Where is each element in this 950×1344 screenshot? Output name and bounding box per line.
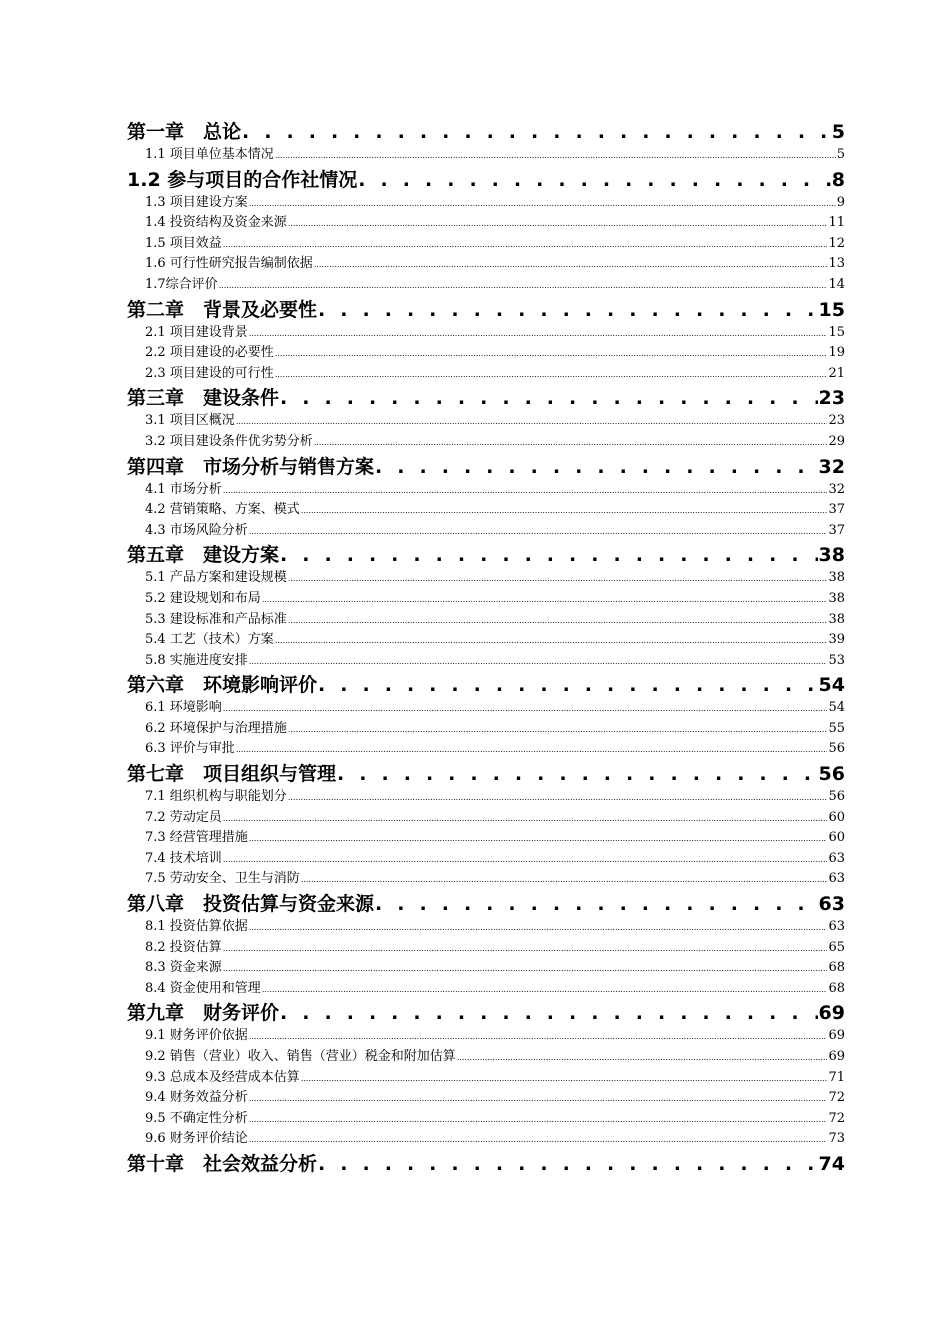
toc-page-number: 32 — [828, 481, 845, 497]
toc-dot-leader — [262, 980, 828, 1001]
toc-entry-title: 1.1 项目单位基本情况 — [145, 147, 274, 162]
toc-section-entry[interactable] — [127, 432, 845, 453]
toc-page-number: 5 — [831, 121, 845, 143]
toc-page-number: 69 — [828, 1028, 845, 1044]
toc-chapter-entry[interactable] — [127, 1000, 845, 1026]
toc-chapter-entry[interactable] — [127, 385, 845, 411]
toc-entry-title: 第七章 项目组织与管理 — [127, 763, 337, 786]
toc-entry-title: 6.1 环境影响 — [145, 700, 222, 716]
toc-page-number: 56 — [828, 741, 845, 757]
toc-chapter-entry[interactable] — [127, 542, 845, 568]
toc-section-entry[interactable] — [127, 500, 845, 521]
toc-dot-leader — [280, 1000, 818, 1026]
toc-dot-leader — [314, 255, 828, 276]
toc-dot-leader — [288, 788, 828, 809]
toc-page-number: 32 — [818, 455, 845, 478]
toc-page-number: 38 — [828, 611, 845, 627]
toc-entry-title: 第十章 社会效益分析 — [127, 1152, 318, 1175]
toc-entry-title: 9.1 财务评价依据 — [145, 1028, 248, 1044]
toc-page-number: 14 — [828, 276, 845, 292]
toc-page-number: 19 — [828, 345, 845, 361]
toc-entry-title: 第二章 背景及必要性 — [127, 298, 318, 321]
toc-entry-title: 1.5 项目效益 — [145, 235, 222, 251]
toc-entry-title: 2.2 项目建设的必要性 — [145, 345, 274, 361]
toc-section-entry[interactable] — [127, 589, 845, 610]
toc-page-number: 12 — [828, 235, 845, 251]
toc-entry-title: 2.3 项目建设的可行性 — [145, 365, 274, 381]
toc-entry-title: 1.4 投资结构及资金来源 — [145, 215, 287, 231]
toc-entry-title: 9.5 不确定性分析 — [145, 1110, 248, 1126]
toc-dot-leader — [457, 1048, 828, 1069]
toc-chapter-entry[interactable] — [127, 761, 845, 787]
toc-entry-title: 6.2 环境保护与治理措施 — [145, 720, 287, 736]
toc-dot-leader — [249, 1027, 828, 1048]
toc-dot-leader — [288, 611, 828, 632]
toc-page-number: 73 — [828, 1131, 845, 1147]
toc-entry-title: 9.2 销售（营业）收入、销售（营业）税金和附加估算 — [145, 1049, 456, 1064]
toc-dot-leader — [249, 522, 828, 543]
toc-page-number: 55 — [828, 720, 845, 736]
toc-section-entry[interactable] — [127, 979, 845, 1000]
toc-dot-leader — [337, 761, 818, 787]
toc-entry-title: 第四章 市场分析与销售方案 — [127, 455, 375, 478]
toc-section-entry[interactable] — [127, 651, 845, 672]
toc-page-number: 71 — [828, 1069, 845, 1085]
toc-page-number: 38 — [828, 590, 845, 606]
toc-dot-leader — [288, 214, 828, 235]
toc-section-entry[interactable] — [127, 849, 845, 870]
toc-dot-leader — [249, 829, 828, 850]
toc-section-entry[interactable] — [127, 630, 845, 651]
toc-section-entry[interactable] — [127, 411, 845, 432]
toc-dot-leader — [375, 891, 818, 917]
toc-entry-title: 第八章 投资估算与资金来源 — [127, 893, 375, 916]
toc-entry-title: 9.3 总成本及经营成本估算 — [145, 1069, 300, 1085]
toc-section-entry[interactable] — [127, 917, 845, 938]
toc-dot-leader — [223, 235, 828, 256]
toc-chapter-entry[interactable] — [127, 672, 845, 698]
toc-entry-title: 4.2 营销策略、方案、模式 — [145, 502, 300, 518]
toc-section-entry[interactable] — [127, 343, 845, 364]
toc-dot-leader — [223, 850, 828, 871]
toc-entry-title: 1.3 项目建设方案 — [145, 194, 248, 210]
toc-dot-leader — [318, 672, 818, 698]
toc-page-number: 37 — [828, 522, 845, 538]
toc-entry-title: 7.4 技术培训 — [145, 850, 222, 866]
toc-page-number: 39 — [828, 632, 845, 648]
toc-dot-leader — [288, 569, 828, 590]
toc-dot-leader — [275, 365, 828, 386]
toc-page-number: 63 — [818, 893, 845, 916]
toc-section-entry[interactable] — [127, 254, 845, 275]
toc-dot-leader — [275, 146, 836, 167]
toc-dot-leader — [249, 918, 828, 939]
toc-dot-leader — [223, 809, 828, 830]
toc-entry-title: 4.3 市场风险分析 — [145, 522, 248, 538]
toc-entry-title: 9.4 财务效益分析 — [145, 1090, 248, 1106]
toc-dot-leader — [280, 542, 818, 568]
toc-page-number: 60 — [828, 830, 845, 846]
toc-page-number: 23 — [818, 387, 845, 410]
toc-entry-title: 5.3 建设标准和产品标准 — [145, 611, 287, 627]
toc-entry-title: 第六章 环境影响评价 — [127, 674, 318, 697]
toc-section-entry[interactable] — [127, 869, 845, 890]
toc-entry-title: 4.1 市场分析 — [145, 481, 222, 497]
toc-page-number: 37 — [828, 502, 845, 518]
toc-section-entry[interactable] — [127, 1026, 845, 1047]
toc-dot-leader — [375, 454, 818, 480]
toc-page-number: 65 — [828, 939, 845, 955]
toc-section-entry[interactable] — [127, 323, 845, 344]
toc-dot-leader — [288, 720, 828, 741]
toc-page-number: 60 — [828, 809, 845, 825]
toc-chapter-entry[interactable] — [127, 454, 845, 480]
toc-dot-leader — [249, 324, 828, 345]
toc-dot-leader — [236, 412, 828, 433]
toc-page-number: 5 — [836, 147, 845, 162]
toc-entry-title: 第五章 建设方案 — [127, 544, 280, 567]
toc-chapter-entry[interactable] — [127, 167, 845, 193]
toc-entry-title: 1.6 可行性研究报告编制依据 — [145, 256, 313, 272]
toc-section-entry[interactable] — [127, 787, 845, 808]
toc-entry-title: 7.1 组织机构与职能划分 — [145, 789, 287, 805]
table-of-contents — [127, 118, 845, 1177]
toc-page-number: 38 — [828, 570, 845, 586]
toc-section-entry[interactable] — [127, 958, 845, 979]
toc-dot-leader — [280, 385, 818, 411]
toc-entry-title: 5.8 实施进度安排 — [145, 652, 248, 668]
toc-entry-title: 1.2 参与项目的合作社情况 — [127, 168, 358, 191]
toc-page-number: 53 — [828, 652, 845, 668]
toc-entry-title: 8.2 投资估算 — [145, 939, 222, 955]
toc-entry-title: 2.1 项目建设背景 — [145, 324, 248, 340]
toc-chapter-entry[interactable] — [127, 119, 845, 145]
toc-page-number: 8 — [831, 168, 845, 191]
toc-section-entry[interactable] — [127, 275, 845, 296]
toc-section-entry[interactable] — [127, 698, 845, 719]
toc-section-entry[interactable] — [127, 480, 845, 501]
toc-dot-leader — [318, 297, 818, 323]
toc-section-entry[interactable] — [127, 1109, 845, 1130]
toc-page-number: 29 — [828, 433, 845, 449]
toc-chapter-entry[interactable] — [127, 297, 845, 323]
toc-entry-title: 9.6 财务评价结论 — [145, 1131, 248, 1147]
toc-entry-title: 8.1 投资估算依据 — [145, 919, 248, 935]
toc-section-entry[interactable] — [127, 739, 845, 760]
toc-section-entry[interactable] — [127, 364, 845, 385]
toc-page-number: 56 — [818, 763, 845, 786]
toc-page-number: 72 — [828, 1110, 845, 1126]
toc-section-entry[interactable] — [127, 808, 845, 829]
toc-dot-leader — [301, 1069, 828, 1090]
toc-section-entry[interactable] — [127, 1129, 845, 1150]
toc-dot-leader — [223, 699, 828, 720]
toc-dot-leader — [249, 652, 828, 673]
toc-section-entry[interactable] — [127, 145, 845, 166]
toc-dot-leader — [358, 167, 830, 193]
toc-dot-leader — [318, 1151, 818, 1177]
toc-section-entry[interactable] — [127, 1088, 845, 1109]
toc-dot-leader — [249, 194, 836, 215]
toc-dot-leader — [219, 276, 828, 297]
toc-entry-title: 8.4 资金使用和管理 — [145, 980, 261, 996]
toc-dot-leader — [262, 590, 828, 611]
toc-dot-leader — [223, 481, 828, 502]
toc-section-entry[interactable] — [127, 521, 845, 542]
toc-page-number: 15 — [828, 324, 845, 340]
toc-entry-title: 7.3 经营管理措施 — [145, 830, 248, 846]
toc-dot-leader — [236, 740, 828, 761]
toc-page-number: 54 — [818, 674, 845, 697]
toc-entry-title: 3.2 项目建设条件优劣势分析 — [145, 433, 313, 449]
toc-entry-title: 第九章 财务评价 — [127, 1002, 280, 1025]
toc-entry-title: 第三章 建设条件 — [127, 387, 280, 410]
toc-page-number: 72 — [828, 1090, 845, 1106]
toc-dot-leader — [249, 1089, 828, 1110]
toc-entry-title: 1.7综合评价 — [145, 276, 218, 292]
toc-section-entry[interactable] — [127, 719, 845, 740]
toc-entry-title: 第一章 总论 — [127, 121, 242, 143]
toc-page-number: 11 — [828, 215, 845, 231]
toc-section-entry[interactable] — [127, 610, 845, 631]
toc-dot-leader — [249, 1130, 828, 1151]
toc-dot-leader — [301, 501, 828, 522]
toc-section-entry[interactable] — [127, 193, 845, 214]
toc-section-entry[interactable] — [127, 828, 845, 849]
toc-page-number: 21 — [828, 365, 845, 381]
toc-page-number: 68 — [828, 980, 845, 996]
toc-entry-title: 6.3 评价与审批 — [145, 741, 235, 757]
toc-section-entry[interactable] — [127, 213, 845, 234]
toc-dot-leader — [249, 1110, 828, 1131]
toc-page-number: 38 — [818, 544, 845, 567]
toc-dot-leader — [275, 344, 828, 365]
toc-page-number: 15 — [818, 298, 845, 321]
toc-page-number: 63 — [828, 850, 845, 866]
toc-page-number: 69 — [828, 1049, 845, 1064]
toc-section-entry[interactable] — [127, 1068, 845, 1089]
toc-dot-leader — [301, 870, 828, 891]
toc-section-entry[interactable] — [127, 234, 845, 255]
toc-page-number: 56 — [828, 789, 845, 805]
toc-page-number: 13 — [828, 256, 845, 272]
toc-page-number: 69 — [818, 1002, 845, 1025]
toc-page-number: 63 — [828, 919, 845, 935]
toc-entry-title: 5.1 产品方案和建设规模 — [145, 570, 287, 586]
toc-entry-title: 8.3 资金来源 — [145, 960, 222, 976]
toc-entry-title: 7.5 劳动安全、卫生与消防 — [145, 871, 300, 887]
toc-dot-leader — [223, 939, 828, 960]
toc-page-number: 74 — [818, 1152, 845, 1175]
toc-dot-leader — [314, 433, 828, 454]
toc-entry-title: 5.2 建设规划和布局 — [145, 590, 261, 606]
toc-chapter-entry[interactable] — [127, 891, 845, 917]
toc-dot-leader — [275, 631, 828, 652]
toc-entry-title: 5.4 工艺（技术）方案 — [145, 632, 274, 648]
toc-chapter-entry[interactable] — [127, 1151, 845, 1177]
toc-section-entry[interactable] — [127, 938, 845, 959]
toc-page-number: 63 — [828, 871, 845, 887]
toc-entry-title: 7.2 劳动定员 — [145, 809, 222, 825]
toc-dot-leader — [242, 119, 831, 145]
toc-dot-leader — [223, 959, 828, 980]
toc-entry-title: 3.1 项目区概况 — [145, 413, 235, 429]
toc-section-entry[interactable] — [127, 1047, 845, 1068]
toc-page-number: 9 — [836, 194, 845, 210]
toc-page-number: 54 — [828, 700, 845, 716]
toc-section-entry[interactable] — [127, 568, 845, 589]
toc-page-number: 23 — [828, 413, 845, 429]
toc-page-number: 68 — [828, 960, 845, 976]
